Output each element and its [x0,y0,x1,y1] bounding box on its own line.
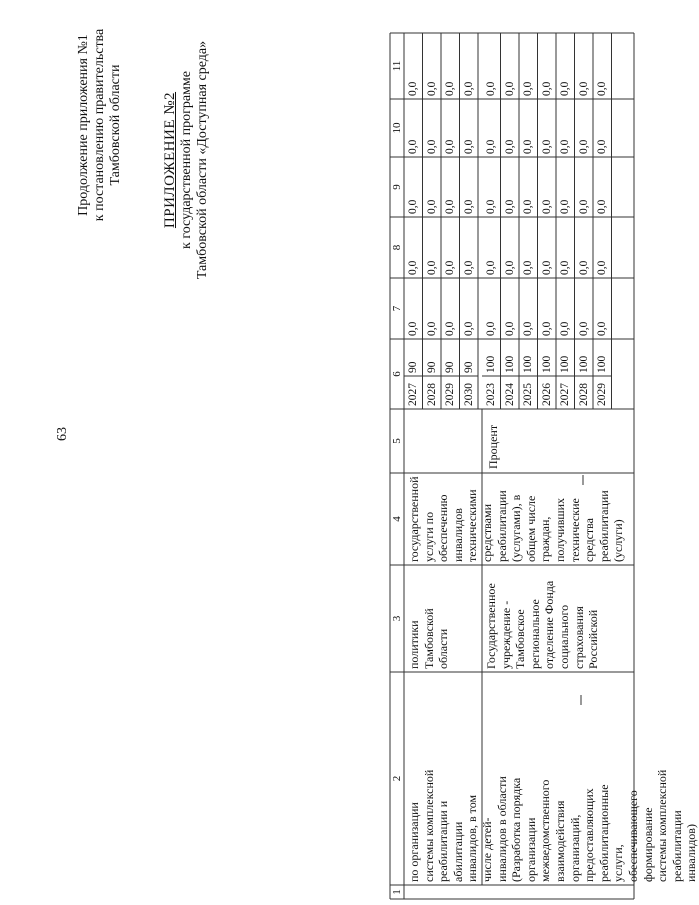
col2-line: инвалидов) [684,824,699,882]
unit-percent: Процент [486,424,500,469]
block2-value-c10: 0,0 [540,139,553,154]
block2-value-c11: 0,0 [596,81,608,96]
block2-value-c8: 0,0 [577,260,590,275]
col4-line: средства [582,517,597,562]
block2-value-c7: 0,0 [559,321,571,336]
column-header-2: 2 [391,775,403,782]
block1-value-c11: 0,0 [407,81,419,96]
col2-line: по организации [407,802,421,882]
scan-mark [582,475,584,485]
block1-value-c7: 0,0 [407,321,419,336]
col2-line: организации [523,817,538,882]
block2-value-c10: 0,0 [577,139,590,154]
column-header-10: 10 [391,122,403,134]
block2-value-c8: 0,0 [596,260,608,275]
block2-plan: 100 [577,355,590,373]
block2-value-c8: 0,0 [485,260,497,275]
col3-line: учреждение - [498,600,513,669]
block2-year: 2027 [559,383,571,406]
col2-line: услуги, [611,844,626,882]
col3-line: области [436,628,451,669]
col4-line: технические [567,498,582,562]
block2-value-c9: 0,0 [596,199,608,214]
col2-line: абилитации [450,821,465,882]
block1-value-c11: 0,0 [425,81,438,96]
block2-value-c10: 0,0 [596,139,608,154]
continuation-line-2: к постановлению правительства [92,28,108,222]
appendix-line-2: Тамбовской области «Доступная среда» [195,40,211,280]
block2-value-c8: 0,0 [522,260,534,275]
block2-value-c10: 0,0 [485,139,497,154]
col4-line: (услугами), в [509,494,524,562]
col2-line: обеспечивающего [626,790,640,882]
block2-value-c7: 0,0 [522,321,534,336]
page-number: 63 [55,427,70,441]
appendix-title: ПРИЛОЖЕНИЕ №2 [162,91,178,229]
block1-value-c10: 0,0 [407,139,419,154]
block2-value-c11: 0,0 [577,81,590,96]
col2-line: взаимодействия [553,800,567,882]
col4-line: средствами [480,503,494,562]
appendix-line-1: к государственной программе [179,71,195,249]
block1-plan: 90 [407,361,419,373]
block2-value-c9: 0,0 [577,199,590,214]
block2-year: 2025 [522,383,534,406]
block2-plan: 100 [522,355,534,373]
block2-year: 2028 [577,383,590,406]
block1-value-c11: 0,0 [444,81,456,96]
col2-line: реабилитационные [596,784,611,882]
block2-value-c7: 0,0 [503,321,516,336]
column-header-8: 8 [391,244,403,251]
block2-value-c9: 0,0 [540,199,553,214]
block2-value-c11: 0,0 [522,81,534,96]
block2-value-c11: 0,0 [559,81,571,96]
block2-value-c9: 0,0 [503,199,516,214]
col4-line: инвалидов [450,508,465,562]
col2-line: предоставляющих [582,788,597,882]
col3-line: политики [407,620,421,669]
block2-value-c7: 0,0 [577,321,590,336]
column-header-6: 6 [391,371,403,377]
block2-year: 2026 [540,383,553,406]
block2-value-c10: 0,0 [503,139,516,154]
block1-value-c10: 0,0 [462,139,475,154]
col4-line: получивших [553,497,567,562]
col2-line: инвалидов, в том [465,794,480,882]
block1-year: 2030 [462,383,475,406]
block1-value-c9: 0,0 [407,199,419,214]
block2-value-c9: 0,0 [485,199,497,214]
continuation-line-1: Продолжение приложения №1 [76,34,91,216]
block2-plan: 100 [540,355,553,373]
block1-value-c11: 0,0 [462,81,475,96]
continuation-line-3: Тамбовской области [108,64,124,186]
block1-value-c7: 0,0 [462,321,475,336]
block1-plan: 90 [425,361,438,373]
block2-value-c7: 0,0 [596,321,608,336]
col3-line: страхования [571,606,586,669]
col4-line: граждан, [538,516,553,562]
scan-mark [580,695,582,705]
column-header-1: 1 [391,889,403,895]
block1-year: 2027 [407,383,419,406]
block2-value-c7: 0,0 [540,321,553,336]
col2-line: реабилитации и [436,800,451,882]
column-header-7: 7 [391,305,403,312]
block1-value-c8: 0,0 [462,260,475,275]
block2-value-c9: 0,0 [559,199,571,214]
col4-line: обеспечению [436,494,451,562]
block2-value-c8: 0,0 [540,260,553,275]
block2-value-c9: 0,0 [522,199,534,214]
block1-value-c7: 0,0 [444,321,456,336]
col4-line: реабилитации [596,490,611,562]
col3-line: региональное [527,599,542,669]
col2-line: инвалидов в области [494,776,509,882]
col4-line: государственной [407,476,421,562]
block2-plan: 100 [485,355,497,373]
block1-value-c8: 0,0 [444,260,456,275]
block1-value-c7: 0,0 [425,321,438,336]
col4-line: техническими [465,489,480,562]
block1-value-c10: 0,0 [444,139,456,154]
col2-line: реабилитации [669,810,684,882]
block2-value-c10: 0,0 [522,139,534,154]
col4-line: общем числе [523,495,538,562]
block2-plan: 100 [503,355,516,373]
block1-value-c9: 0,0 [425,199,438,214]
column-header-3: 3 [391,615,403,622]
col2-line: (Разработка порядка [509,777,524,882]
block1-value-c10: 0,0 [425,139,438,154]
block2-year: 2023 [485,383,497,406]
col3-line: Тамбовское [513,609,528,669]
col2-line: организаций, [567,814,582,882]
block2-value-c11: 0,0 [503,81,516,96]
col4-line: реабилитации [494,490,509,562]
col3-line: Российской [586,609,601,669]
col2-line: системы комплексной [655,769,670,882]
column-header-9: 9 [391,184,403,190]
block2-plan: 100 [559,355,571,373]
col2-line: формирование [640,807,655,882]
column-header-11: 11 [391,60,403,72]
block1-plan: 90 [444,361,456,373]
block2-value-c10: 0,0 [559,139,571,154]
block2-value-c8: 0,0 [503,260,516,275]
block2-value-c7: 0,0 [485,321,497,336]
block2-year: 2024 [503,383,516,406]
col3-line: социального [557,604,571,669]
col2-line: числе детей- [480,817,494,882]
block2-year: 2029 [596,383,608,406]
col4-line: (услуги) [611,519,626,562]
col3-line: отделение Фонда [542,580,557,669]
block1-plan: 90 [462,361,475,373]
block1-value-c9: 0,0 [462,199,475,214]
block2-value-c11: 0,0 [485,81,497,96]
block1-value-c8: 0,0 [425,260,438,275]
col2-line: межведомственного [538,779,553,882]
col3-line: Тамбовской [421,608,436,669]
column-header-5: 5 [391,438,403,444]
block1-year: 2028 [425,383,438,406]
block1-value-c8: 0,0 [407,260,419,275]
block1-year: 2029 [444,383,456,406]
col3-line: Государственное [484,583,498,669]
block2-value-c8: 0,0 [559,260,571,275]
block1-value-c9: 0,0 [444,199,456,214]
block2-value-c11: 0,0 [540,81,553,96]
column-header-4: 4 [391,516,403,522]
block2-plan: 100 [596,355,608,373]
col2-line: системы комплексной [421,769,436,882]
col4-line: услуги по [421,511,436,562]
